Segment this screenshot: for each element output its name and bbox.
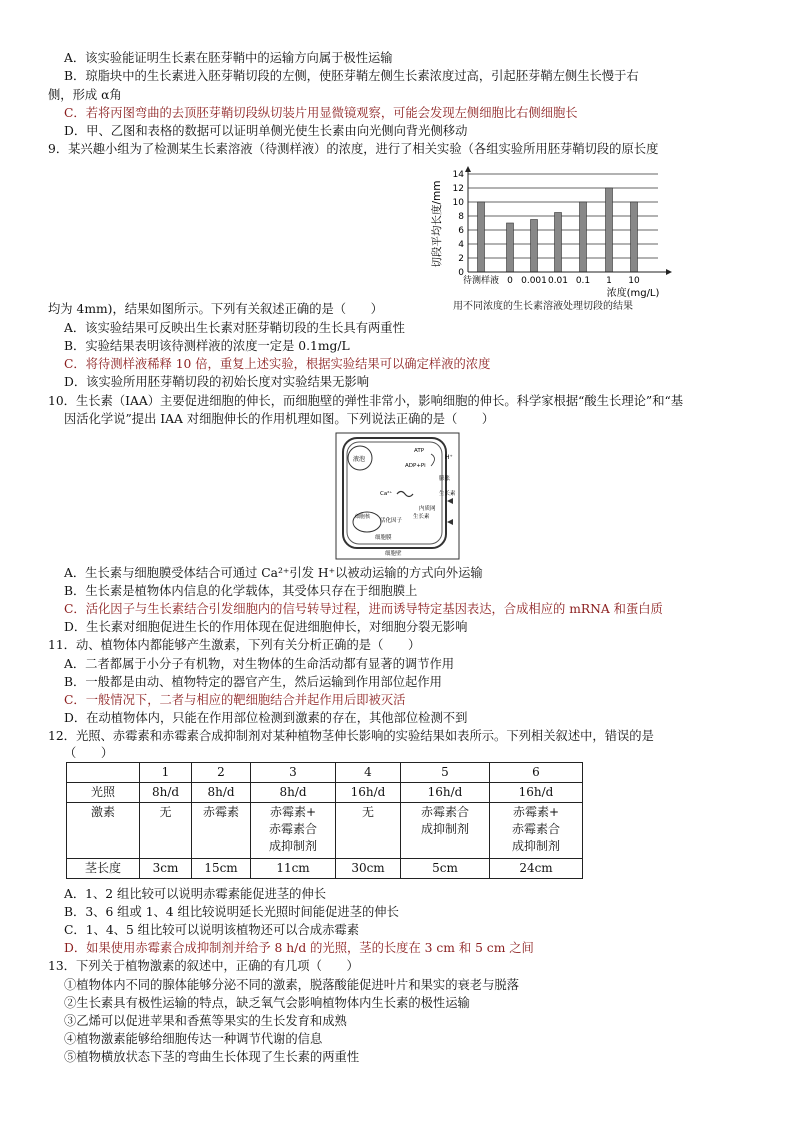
bar [631,202,638,272]
table-cell: 16h/d [490,783,583,803]
q8-option-b-line2: 侧，形成 α角 [48,88,122,102]
y-axis-arrow-icon [465,166,471,172]
receptor-icon [447,498,453,504]
table-header-row [67,763,583,783]
cell-wall-shape [343,438,446,548]
q8-option-c: C．若将丙图弯曲的去顶胚芽鞘切段纵切装片用显微镜观察，可能会发现左侧细胞比右侧细胞长 [64,106,578,120]
y-tick-label: 8 [458,212,464,222]
q12-option-d: D．如果使用赤霉素合成抑制剂并给予 8 h/d 的光照，茎的长度在 3 cm 和 5 cm 之间 [64,941,534,955]
table-cell: 8h/d [192,783,251,803]
q10-option-a: A．生长素与细胞膜受体结合可通过 Ca²⁺引发 H⁺以被动运输的方式向外运输 [64,566,483,580]
er-label: 内质网 [419,506,436,512]
bar [580,202,587,272]
q8-option-a: A．该实验能证明生长素在胚芽鞘中的运输方向属于极性运输 [64,51,393,65]
y-tick-label: 10 [452,198,464,208]
q12-stem-line1: 12．光照、赤霉素和赤霉素合成抑制剂对某种植物茎伸长影响的实验结果如表所示。下列相关叙述中，错误的是 [48,729,654,743]
bar [507,223,514,272]
y-tick-label: 14 [452,170,464,180]
table-row-light [67,783,583,803]
receptor-icon-2 [447,519,453,525]
q9-stem-line2: 均为 4mm)，结果如图所示。下列有关叙述正确的是（ ） [48,302,383,316]
table-cell: 16h/d [401,783,490,803]
chart-ylabel: 切段平均长度/mm [431,180,443,268]
membrane-label: 细胞膜 [375,535,392,541]
h-ion-label: H⁺ [445,454,453,461]
golgi-shape [397,492,413,497]
q12-table [66,762,583,879]
q12-stem-line2: （ ） [64,746,114,760]
q12-option-b: B．3、6 组或 1、4 组比较说明延长光照时间能促进茎的伸长 [64,905,399,919]
auxin-label-outer: 生长素 [439,491,456,497]
q13-stem: 13．下列关于植物激素的叙述中，正确的有几项（ ） [48,959,359,973]
bar [478,202,485,272]
q9-option-b: B．实验结果表明该待测样液的浓度一定是 0.1mg/L [64,339,350,353]
q9-chart-caption: 用不同浓度的生长素溶液处理切段的结果 [453,301,633,312]
y-tick-label: 6 [458,226,464,236]
x-tick-label: 1 [606,276,612,286]
x-tick-label: 10 [628,276,640,286]
nucleus-label: 细胞核 [355,514,371,520]
x-axis-arrow-icon [666,269,672,275]
table-cell: 无 [336,803,401,859]
q10-option-d: D．生长素对细胞促进生长的作用体现在促进细胞伸长，对细胞分裂无影响 [64,620,468,634]
bar [555,213,562,273]
chart-xlabel: 浓度(mg/L) [606,288,660,299]
q9-option-a: A．该实验结果可反映出生长素对胚芽鞘切段的生长具有两重性 [64,321,405,335]
y-tick-label: 12 [452,184,464,194]
bar [606,188,613,272]
q8-option-b-line1: B．琼脂块中的生长素进入胚芽鞘切段的左侧，使胚芽鞘左侧生长素浓度过高，引起胚芽鞘左侧生长慢于右 [64,69,639,83]
x-tick-label: 0.001 [521,276,547,286]
atp-label: ATP [414,448,425,454]
q11-stem: 11．动、植物体内都能够产生激素，下列有关分析正确的是（ ） [48,638,421,652]
vacuole-label: 液泡 [353,456,366,463]
table-cell: 30cm [336,859,401,879]
table-cell: 赤霉素+ 赤霉素合 成抑制剂 [490,803,583,859]
table-cell: 4 [336,763,401,783]
adp-label: ADP+Pi [405,463,426,469]
q11-option-c: C．一般情况下，二者与相应的靶细胞结合并起作用后即被灭活 [64,693,406,707]
atp-arrow [431,454,435,466]
table-cell: 赤霉素合 成抑制剂 [401,803,490,859]
q11-option-b: B．一般都是由动、植物特定的器官产生，然后运输到作用部位起作用 [64,675,442,689]
q13-item-5: ⑤植物横放状态下茎的弯曲生长体现了生长素的两重性 [64,1050,360,1064]
table-cell: 11cm [251,859,336,879]
wall-label: 细胞壁 [385,551,402,557]
factor-label: 活化因子 [380,518,403,524]
q13-item-4: ④植物激素能够给细胞传达一种调节代谢的信息 [64,1032,323,1046]
q8-option-d: D．甲、乙图和表格的数据可以证明单侧光使生长素由向光侧向背光侧移动 [64,124,468,138]
table-cell: 1 [140,763,192,783]
q13-item-2: ②生长素具有极性运输的特点，缺乏氧气会影响植物体内生长素的极性运输 [64,996,470,1010]
table-cell: 24cm [490,859,583,879]
table-cell: 光照 [67,783,140,803]
q9-option-d: D．该实验所用胚芽鞘切段的初始长度对实验结果无影响 [64,375,369,389]
x-tick-label: 0 [507,276,513,286]
q10-stem-line2: 因活化学说”提出 IAA 对细胞伸长的作用机理如图。下列说法正确的是（ ） [64,412,495,426]
q11-option-d: D．在动植物体内，只能在作用部位检测到激素的存在，其他部位检测不到 [64,711,468,725]
calcium-label: Ca²⁺ [380,491,393,497]
table-cell: 16h/d [336,783,401,803]
table-cell: 激素 [67,803,140,859]
table-cell: 15cm [192,859,251,879]
x-tick-label: 待测样液 [462,276,500,286]
y-tick-label: 4 [458,240,464,250]
table-cell: 6 [490,763,583,783]
q10-option-b: B．生长素是植物体内信息的化学载体，其受体只存在于细胞膜上 [64,584,418,598]
q9-option-c: C．将待测样液稀释 10 倍，重复上述实验，根据实验结果可以确定样液的浓度 [64,357,491,371]
q11-option-a: A．二者都属于小分子有机物，对生物体的生命活动都有显著的调节作用 [64,657,455,671]
table-cell: 8h/d [140,783,192,803]
table-cell: 3cm [140,859,192,879]
q10-option-c: C．活化因子与生长素结合引发细胞内的信号转导过程，进而诱导特定基因表达，合成相应的 mRNA 和蛋白质 [64,602,663,616]
q9-bar-chart [428,162,673,316]
table-cell: 5cm [401,859,490,879]
x-tick-label: 0.1 [575,276,591,286]
table-cell: 2 [192,763,251,783]
q13-item-3: ③乙烯可以促进苹果和香蕉等果实的生长发育和成熟 [64,1014,347,1028]
x-tick-label: 0.01 [547,276,569,286]
table-row-hormone [67,803,583,859]
table-cell: 茎长度 [67,859,140,879]
q13-item-1: ①植物体内不同的腺体能够分泌不同的激素，脱落酸能促进叶片和果实的衰老与脱落 [64,978,519,992]
table-cell: 无 [140,803,192,859]
table-cell [67,763,140,783]
q12-option-c: C．1、4、5 组比较可以说明该植物还可以合成赤霉素 [64,923,360,937]
bar [531,220,538,273]
q9-stem-line1: 9．某兴趣小组为了检测某生长素溶液（待测样液）的浓度，进行了相关实验（各组实验所用胚芽鞘切段的原长度 [48,142,659,156]
y-tick-label: 2 [458,254,464,264]
q12-option-a: A．1、2 组比较可以说明赤霉素能促进茎的伸长 [64,887,327,901]
table-cell: 3 [251,763,336,783]
q10-cell-diagram [335,432,460,560]
table-cell: 5 [401,763,490,783]
table-cell: 8h/d [251,783,336,803]
auxin-label-inner: 生长素 [413,514,430,520]
swell-label: 膨胀 [439,476,451,482]
table-row-length [67,859,583,879]
q10-stem-line1: 10．生长素（IAA）主要促进细胞的伸长，而细胞壁的弹性非常小，影响细胞的伸长。科学家根据“酸生长理论”和“基 [48,394,684,408]
table-cell: 赤霉素+ 赤霉素合 成抑制剂 [251,803,336,859]
table-cell: 赤霉素 [192,803,251,859]
y-tick-label: 0 [458,268,464,278]
